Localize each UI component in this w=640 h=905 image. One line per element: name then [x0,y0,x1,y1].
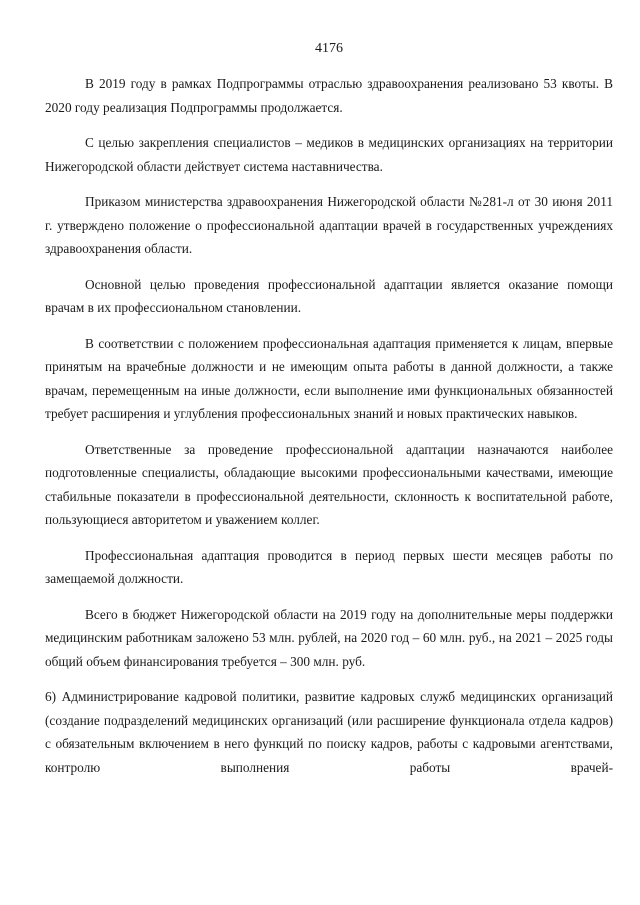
paragraph-quotas: В 2019 году в рамках Подпрограммы отраслью здравоохранения реализовано 53 квоты. В 2020 году реализация Подпрограммы продолжается. [45,76,613,115]
page-number: 4176 [315,41,343,56]
paragraph-mentoring: С целью закрепления специалистов – медиков в медицинских организациях на территории Нижегородской области действует система наставничества. [45,135,613,174]
paragraph-application: В соответствии с положением профессиональная адаптация применяется к лицам, впервые принятым на врачебные должности и не имеющим опыта работы в данной должности, а также врачам, перемещенным на иные должности, если выполнение ими функциональных обязанностей требует расширения и углубления профессиональных знаний и новых практических навыков. [45,335,613,421]
paragraph-hr-administration: 6) Администрирование кадровой политики, развитие кадровых служб медицинских организаций (создание подразделений медицинских организаций (или расширение функционала отдела кадров) с обязательным включением в него функций по поиску кадров, работы с кадровыми агентствами, контролю выполнения работы врачей- [45,689,613,775]
paragraph-goal: Основной целью проведения профессиональной адаптации является оказание помощи врачам в их профессиональном становлении. [45,276,613,315]
paragraph-budget: Всего в бюджет Нижегородской области на 2019 году на дополнительные меры поддержки медицинским работникам заложено 53 млн. рублей, на 2020 год – 60 млн. руб., на 2021 – 2025 годы общий объем финансирования требуется – 300 млн. руб. [45,606,613,669]
paragraph-period: Профессиональная адаптация проводится в период первых шести месяцев работы по замещаемой должности. [45,547,613,586]
paragraph-order: Приказом министерства здравоохранения Нижегородской области №281-л от 30 июня 2011 г. утверждено положение о профессиональной адаптации врачей в государственных учреждениях здравоохранения области. [45,194,613,256]
paragraph-responsible: Ответственные за проведение профессиональной адаптации назначаются наиболее подготовленные специалисты, обладающие высокими профессиональными качествами, имеющие стабильные показатели в профессиональной деятельности, склонность к воспитательной работе, пользующиеся авторитетом и уважением коллег. [45,441,613,527]
